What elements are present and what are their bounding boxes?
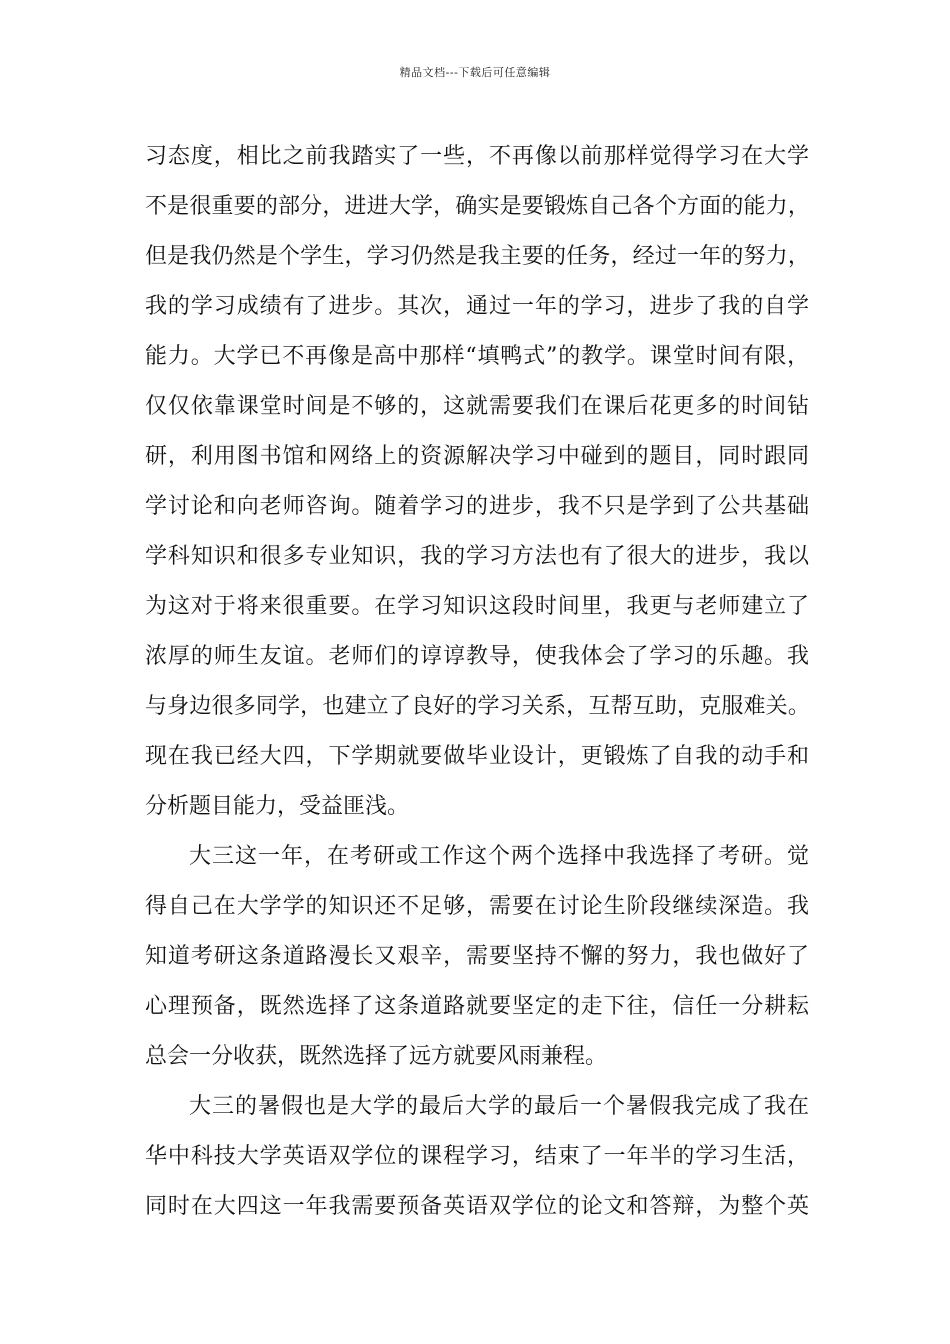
text-line: 心理预备，既然选择了这条道路就要坚定的走下往，信任一分耕耘 — [145, 994, 810, 1019]
text-line: 与身边很多同学，也建立了良好的学习关系，互帮互助，克服难关。 — [145, 694, 810, 719]
text-line: 不是很重要的部分，进进大学，确实是要锻炼自己各个方面的能力， — [145, 194, 810, 219]
text-line: 同时在大四这一年我需要预备英语双学位的论文和答辩，为整个英 — [145, 1194, 810, 1219]
text-line: 大三这一年，在考研或工作这个两个选择中我选择了考研。觉 — [189, 844, 810, 869]
text-line: 我的学习成绩有了进步。其次，通过一年的学习，进步了我的自学 — [145, 294, 810, 319]
text-line: 总会一分收获，既然选择了远方就要风雨兼程。 — [145, 1044, 608, 1069]
text-line: 能力。大学已不再像是高中那样“填鸭式”的教学。课堂时间有限， — [145, 344, 810, 369]
text-line: 为这对于将来很重要。在学习知识这段时间里，我更与老师建立了 — [145, 594, 810, 619]
text-line: 大三的暑假也是大学的最后大学的最后一个暑假我完成了我在 — [189, 1094, 810, 1119]
text-line: 知道考研这条道路漫长又艰辛，需要坚持不懈的努力，我也做好了 — [145, 944, 810, 969]
page-header: 精品文档---下载后可任意编辑 — [399, 66, 551, 79]
text-line: 但是我仍然是个学生，学习仍然是我主要的任务，经过一年的努力， — [145, 244, 810, 269]
text-line: 仅仅依靠课堂时间是不够的，这就需要我们在课后花更多的时间钻 — [145, 394, 810, 419]
text-line: 学讨论和向老师咨询。随着学习的进步，我不只是学到了公共基础 — [145, 494, 810, 519]
text-line: 学科知识和很多专业知识，我的学习方法也有了很大的进步，我以 — [145, 544, 810, 569]
text-line: 习态度，相比之前我踏实了一些，不再像以前那样觉得学习在大学 — [145, 144, 810, 169]
text-line: 得自己在大学学的知识还不足够，需要在讨论生阶段继续深造。我 — [145, 894, 810, 919]
text-line: 研，利用图书馆和网络上的资源解决学习中碰到的题目，同时跟同 — [145, 444, 810, 469]
text-line: 浓厚的师生友谊。老师们的谆谆教导，使我体会了学习的乐趣。我 — [145, 644, 810, 669]
text-line: 现在我已经大四，下学期就要做毕业设计，更锻炼了自我的动手和 — [145, 744, 810, 769]
body-text — [145, 132, 810, 1232]
text-line: 分析题目能力，受益匪浅。 — [145, 794, 410, 819]
text-line: 华中科技大学英语双学位的课程学习，结束了一年半的学习生活， — [145, 1144, 810, 1169]
